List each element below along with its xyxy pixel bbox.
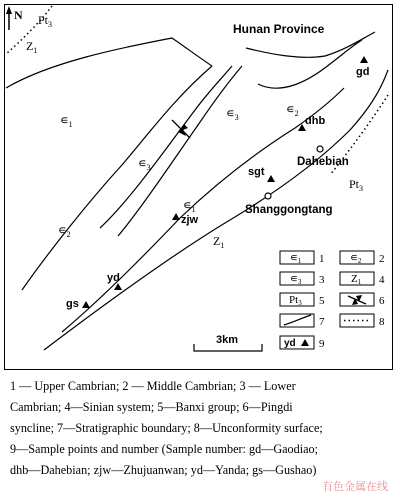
boundary-z1-pt3: [44, 70, 388, 350]
sample-label-zjw: zjw: [181, 214, 199, 226]
legend-num-5: 5: [319, 295, 325, 307]
caption-line: syncline; 7—Stratigraphic boundary; 8—Unconformity surface;: [10, 421, 323, 435]
unit-label-pt3-east: $Pt_3$: [349, 177, 364, 193]
unit-label-pt3-nw: $Pt_3$: [38, 13, 53, 29]
scale-bar: [194, 334, 262, 351]
sample-label-gs: gs: [66, 298, 79, 310]
town-label-dahebian: Dahebian: [297, 156, 349, 168]
town-marker-dahebian-icon: [317, 146, 323, 152]
legend-sym-sample: yd: [284, 338, 296, 349]
watermark: 有色金属在线: [322, 480, 388, 493]
town-label-shanggongtang: Shanggongtang: [245, 204, 333, 216]
legend-sym-pt3: Pt3: [289, 294, 302, 307]
unit-label-e1-center: $∊_1$: [183, 198, 196, 214]
legend-sym-e2: ∊2: [350, 252, 362, 265]
north-arrow-icon: [6, 6, 12, 30]
unit-label-e1-west: $∊_1$: [60, 113, 73, 129]
sample-marker-gs-icon: [82, 301, 90, 308]
province-label: Hunan Province: [233, 22, 325, 36]
sample-marker-sgt-icon: [267, 175, 275, 182]
sample-marker-zjw-icon: [172, 213, 180, 220]
scale-label: 3km: [216, 334, 239, 346]
syncline-limb-west: [100, 66, 232, 228]
sample-marker-gd-icon: [360, 56, 368, 63]
caption-line: dhb—Dahebian; zjw—Zhujuanwan; yd—Yanda; gs—Gushao): [10, 463, 317, 477]
unit-label-e2-northeast: $∊_2$: [286, 102, 299, 118]
legend-num-7: 7: [319, 316, 325, 328]
legend-num-8: 8: [379, 316, 385, 328]
legend-sym-e3: ∊3: [290, 273, 302, 286]
sample-label-gd: gd: [356, 66, 370, 78]
caption-line: Cambrian; 4—Sinian system; 5—Banxi group; 6—Pingdi: [10, 400, 293, 414]
sample-label-sgt: sgt: [248, 166, 265, 178]
north-label: N: [14, 8, 23, 22]
legend-sym-z1: Z1: [351, 273, 362, 286]
legend-sym-e1: ∊1: [290, 252, 302, 265]
legend-num-1: 1: [319, 253, 325, 265]
town-marker-shanggongtang-icon: [265, 193, 271, 199]
unit-label-e3-syncline: $∊_3$: [138, 156, 151, 172]
legend-num-6: 6: [379, 295, 385, 307]
boundary-e1-e2-west: [22, 66, 212, 290]
unit-label-e3-center: $∊_3$: [226, 106, 239, 122]
unit-label-z1-nw: $Z_1$: [26, 39, 38, 55]
legend-num-4: 4: [379, 274, 385, 286]
legend-num-9: 9: [319, 338, 325, 350]
sample-label-dhb: dhb: [305, 115, 326, 127]
caption-line: 9—Sample points and number (Sample number: gd—Gaodiao;: [10, 442, 319, 456]
legend-num-2: 2: [379, 253, 385, 265]
legend-num-3: 3: [319, 274, 325, 286]
sample-label-yd: yd: [107, 272, 120, 284]
unit-label-z1-south: $Z_1$: [213, 234, 225, 250]
syncline-limb-east: [118, 66, 242, 236]
unit-label-e2-southwest: $∊_2$: [58, 223, 71, 239]
syncline-symbol-icon: [172, 120, 190, 138]
caption-line: 1 — Upper Cambrian; 2 — Middle Cambrian; 3 — Lower: [10, 379, 296, 393]
figure-caption: [10, 376, 392, 481]
